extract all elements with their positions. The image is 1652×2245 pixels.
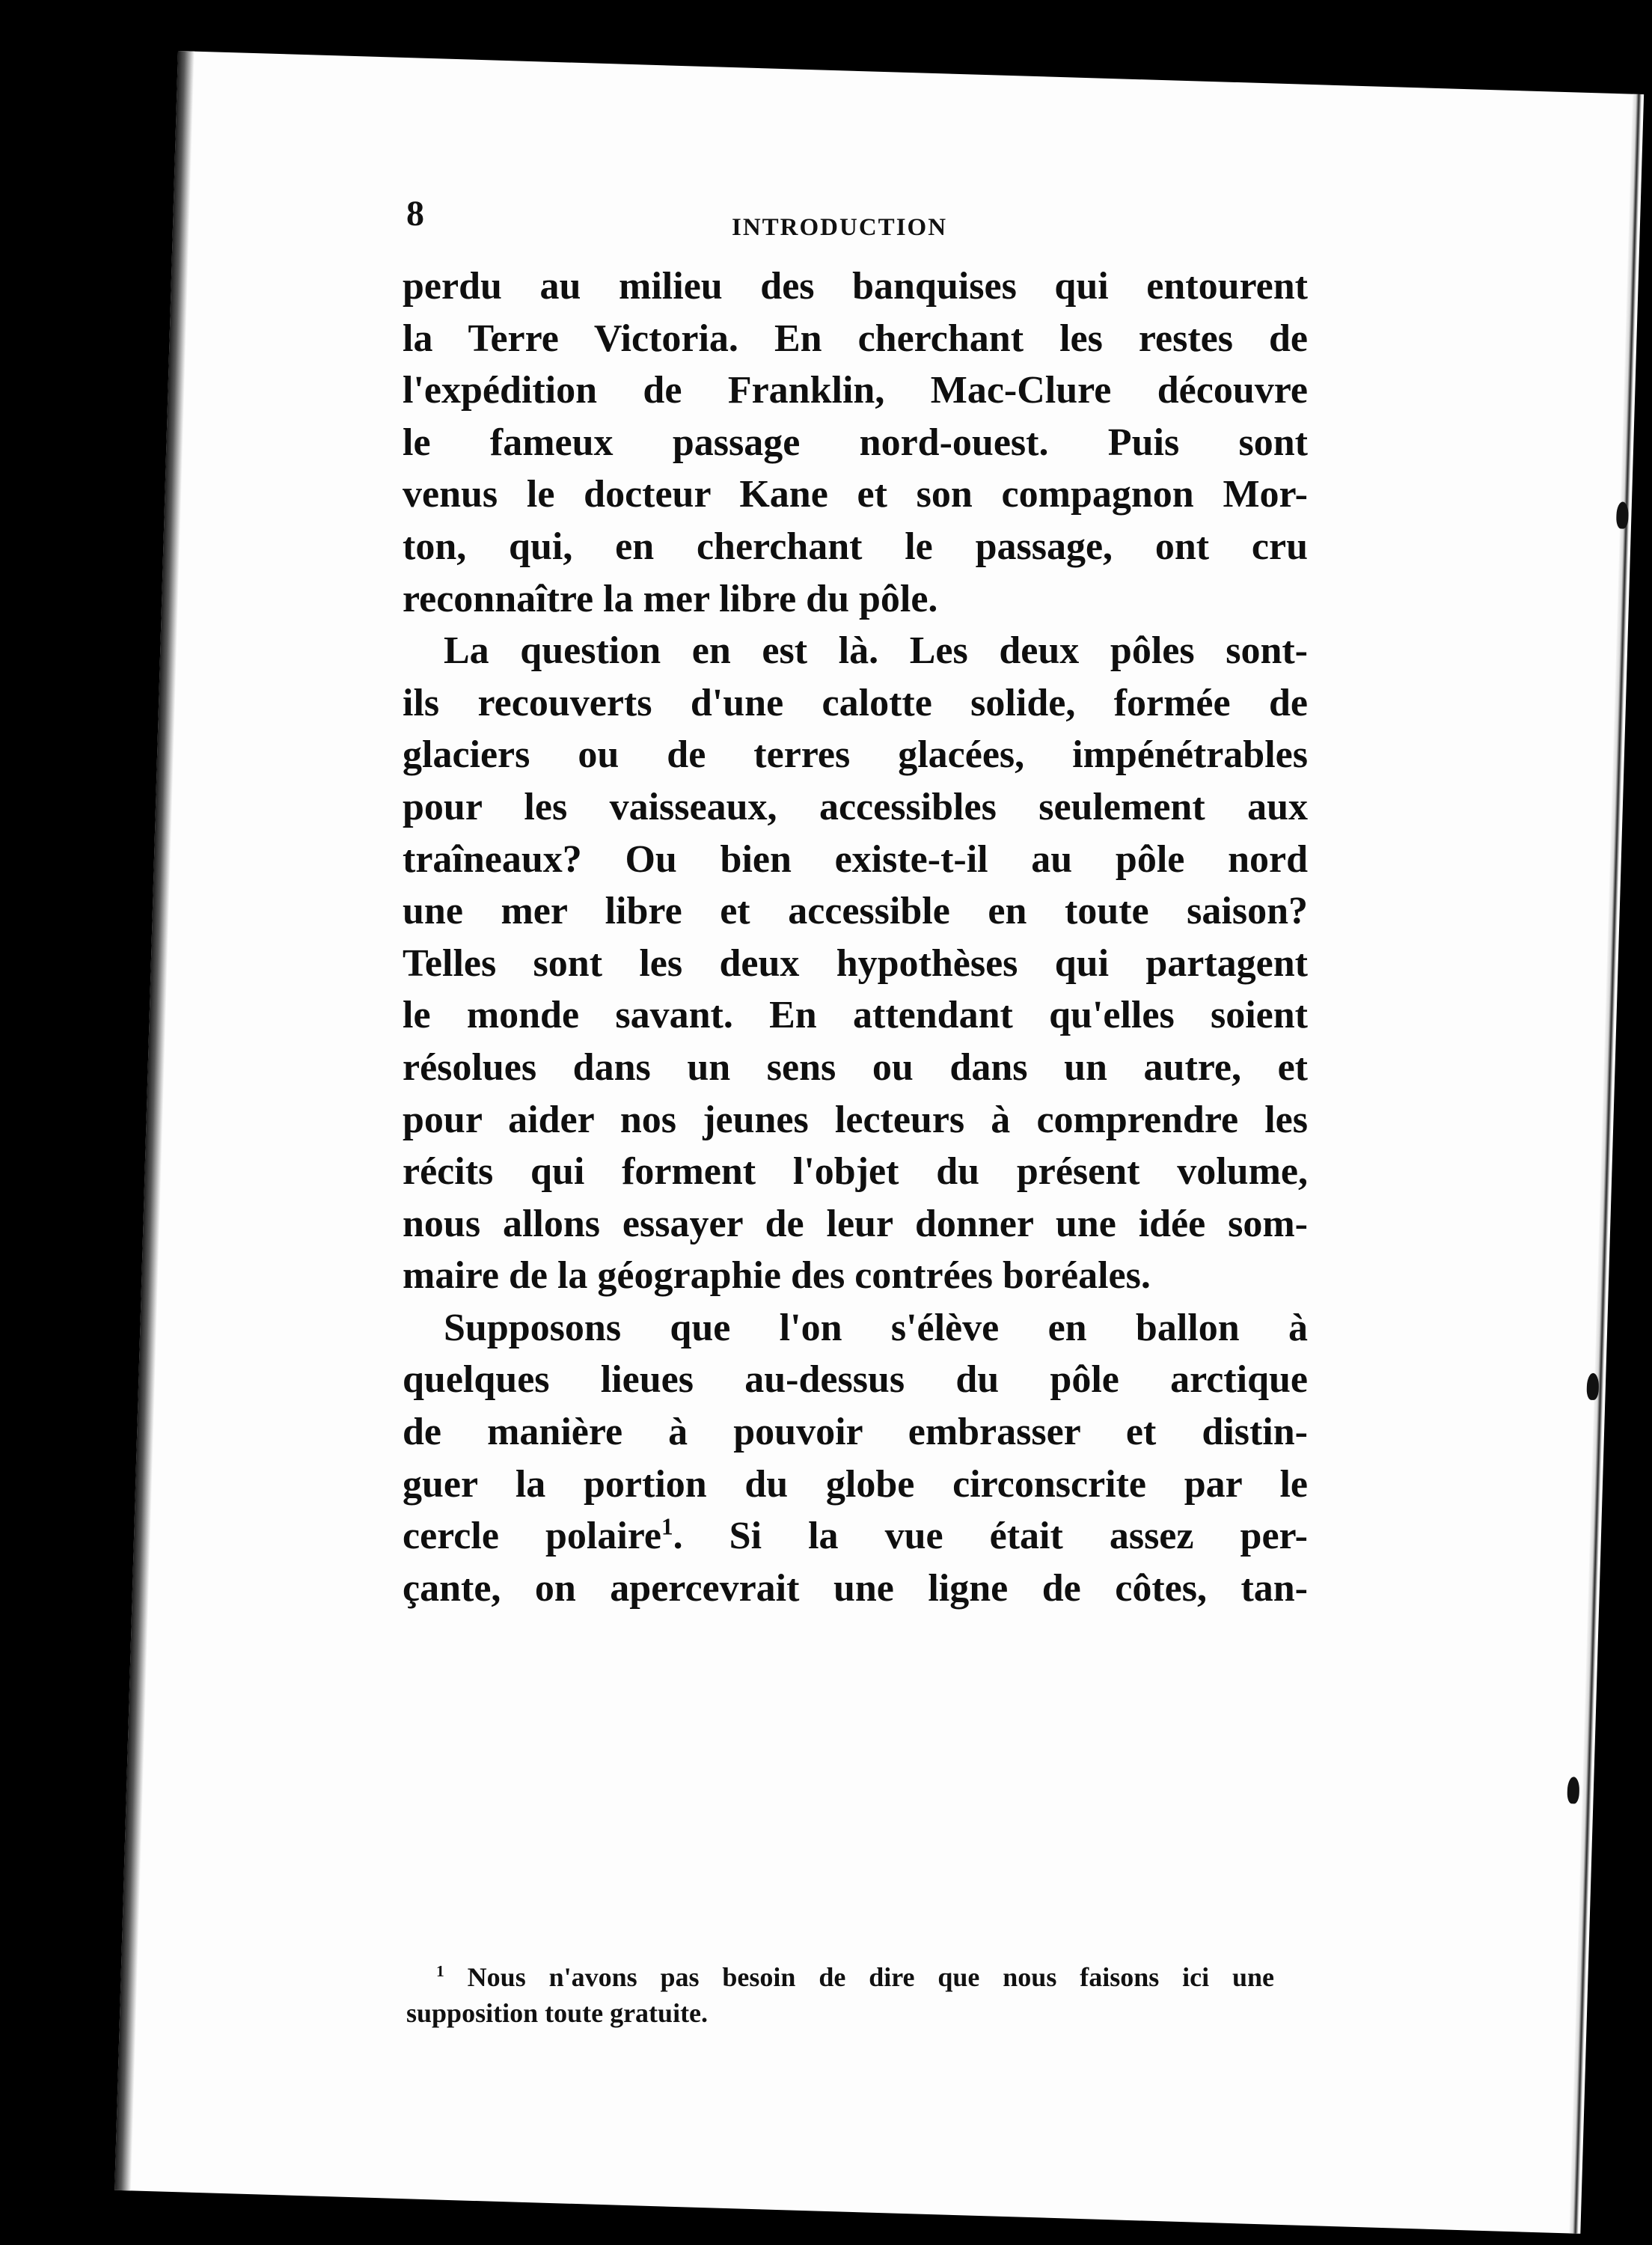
- running-head: INTRODUCTION: [732, 214, 948, 241]
- page-number: 8: [406, 194, 424, 233]
- text-line: reconnaître la mer libre du pôle.: [403, 577, 938, 620]
- text-line: maire de la géographie des contrées boréales.: [403, 1254, 1151, 1298]
- text-line: venus le docteur Kane et son compagnon Mor-: [403, 473, 1308, 516]
- text-line: quelques lieues au-dessus du pôle arctique: [403, 1358, 1308, 1402]
- text-fragment: cercle polaire: [403, 1515, 661, 1558]
- text-line: une mer libre et accessible en toute saison?: [403, 890, 1308, 933]
- footnote-line: supposition toute gratuite.: [406, 1998, 709, 2028]
- text-line: Supposons que l'on s'élève en ballon à: [444, 1306, 1308, 1349]
- text-line: récits qui forment l'objet du présent volume,: [403, 1150, 1308, 1194]
- text-line: glaciers ou de terres glacées, impénétrables: [403, 733, 1308, 777]
- footnote-line: [406, 1959, 1274, 1995]
- text-line: ils recouverts d'une calotte solide, formée de: [403, 681, 1308, 724]
- page-content: [178, 51, 1645, 2191]
- text-line: le fameux passage nord-ouest. Puis sont: [403, 421, 1308, 464]
- text-line: résolues dans un sens ou dans un autre, et: [403, 1045, 1308, 1089]
- text-line: traîneaux? Ou bien existe-t-il au pôle nord: [403, 837, 1308, 881]
- text-line: ton, qui, en cherchant le passage, ont cru: [403, 525, 1308, 568]
- text-line: La question en est là. Les deux pôles sont-: [444, 629, 1308, 673]
- footnote-marker: 1: [436, 1962, 444, 1980]
- text-line: perdu au milieu des banquises qui entourent: [403, 265, 1308, 308]
- footnote: [406, 1959, 1274, 2031]
- text-line: le monde savant. En attendant qu'elles soient: [403, 994, 1308, 1037]
- body-text: [403, 260, 1308, 1614]
- text-line: guer la portion du globe circonscrite par le: [403, 1462, 1308, 1506]
- text-fragment: . Si la vue était assez per-: [673, 1515, 1308, 1558]
- book-page: [114, 51, 1644, 2234]
- text-line: çante, on apercevrait une ligne de côtes, tan-: [403, 1566, 1308, 1610]
- text-line: pour les vaisseaux, accessibles seulement aux: [403, 785, 1308, 828]
- text-line: pour aider nos jeunes lecteurs à comprendre les: [403, 1098, 1308, 1141]
- text-line: [403, 1510, 1308, 1563]
- footnote-text: Nous n'avons pas besoin de dire que nous faisons ici une: [467, 1962, 1274, 1992]
- text-line: nous allons essayer de leur donner une idée som-: [403, 1202, 1308, 1245]
- footnote-reference: 1: [661, 1513, 673, 1540]
- text-line: Telles sont les deux hypothèses qui partagent: [403, 941, 1308, 985]
- text-line: l'expédition de Franklin, Mac-Clure découvre: [403, 369, 1308, 412]
- text-line: la Terre Victoria. En cherchant les restes de: [403, 317, 1308, 360]
- text-line: de manière à pouvoir embrasser et distin-: [403, 1411, 1308, 1454]
